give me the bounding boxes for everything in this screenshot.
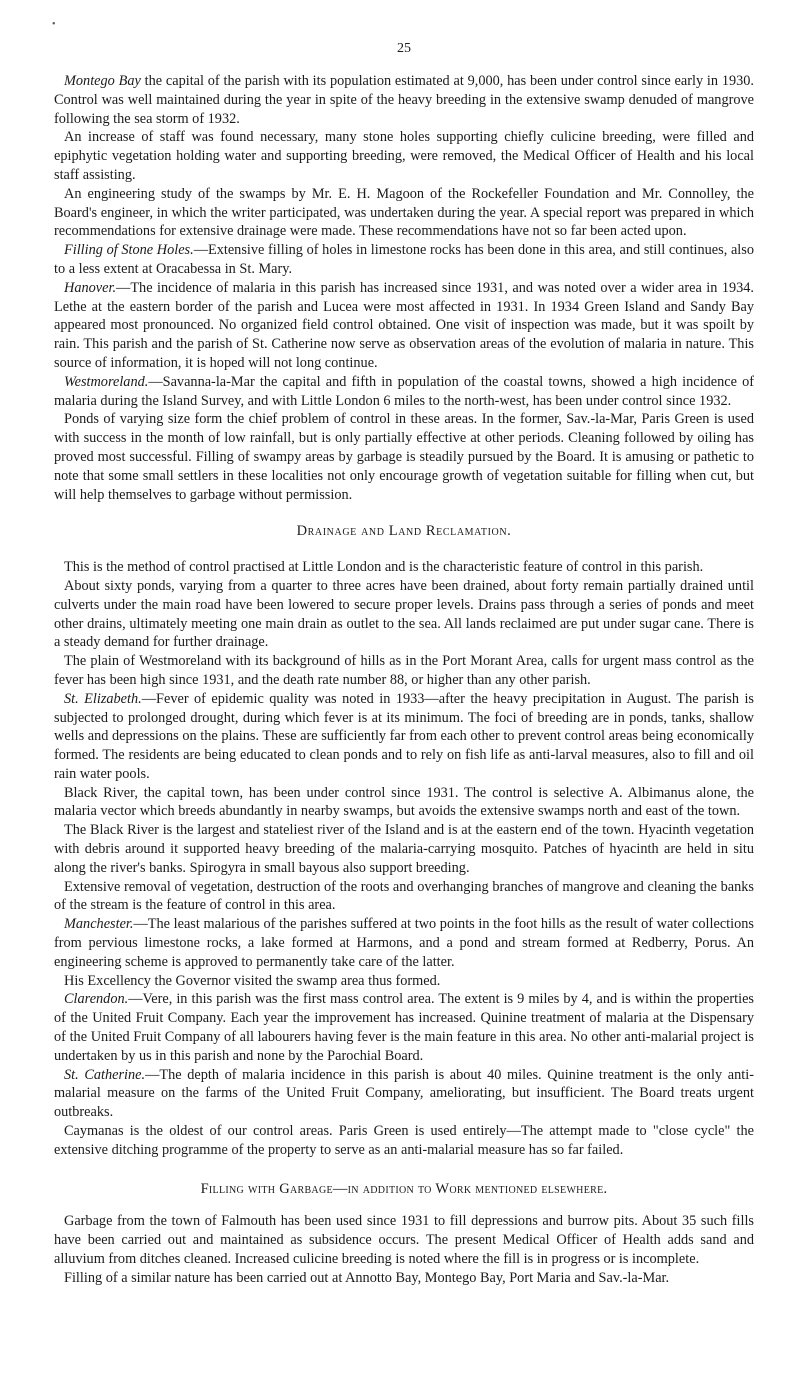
paragraph-text: the capital of the parish with its population estimated at 9,000, has been under control since early in 1930. Control was well maintained during the year in spite of the heavy breeding in the extensive swamp denuded of mangrove following the sea storm of 1932. [54,73,754,127]
speck-mark: • [52,19,56,30]
paragraph [54,972,754,991]
paragraph-text: The plain of Westmoreland with its background of hills as in the Port Morant Area, calls for urgent mass control as the fever has been high since 1931, and the death rate number 88, or higher than any other parish. [54,653,754,688]
paragraph [54,1122,754,1160]
paragraph-text: His Excellency the Governor visited the swamp area thus formed. [64,972,441,989]
paragraph-text: Filling of a similar nature has been carried out at Annotto Bay, Montego Bay, Port Maria and Sav.-la-Mar. [64,1269,670,1286]
paragraph [54,185,754,241]
paragraph-lead: Clarendon. [64,991,129,1008]
paragraph-text: An increase of staff was found necessary, many stone holes supporting chiefly culicine breeding, were filled and epiphytic vegetation holding water and supporting breeding, were removed, the Medical Officer of Health and his local staff assisting. [54,129,754,183]
paragraph [54,1212,754,1268]
paragraph [54,410,754,504]
paragraph [54,128,754,184]
paragraph [54,784,754,822]
section-parishes [54,72,754,504]
paragraph-text: Caymanas is the oldest of our control areas. Paris Green is used entirely—The attempt made to "close cycle" the extensive ditching programme of the property to serve as an anti-malarial measure has so far failed. [54,1123,754,1158]
paragraph-lead: St. Elizabeth. [64,690,142,707]
paragraph [54,558,754,577]
paragraph [54,915,754,971]
paragraph [54,577,754,652]
paragraph [54,652,754,690]
paragraph-text: Ponds of varying size form the chief problem of control in these areas. In the former, Sav.-la-Mar, Paris Green is used with success in the month of low rainfall, but is only partially effective at other periods. Cleaning followed by oiling has proved most successful. Filling of swampy areas by garbage is steadily pursued by the Board. It is amusing or pathetic to note that some small settlers in these localities not only encourage growth of vegetation suitable for filling when cut, but will help themselves to garbage without permission. [54,411,754,503]
paragraph-text: —The incidence of malaria in this parish has increased since 1931, and was noted over a wider area in 1934. Lethe at the eastern border of the parish and Lucea were most affected in 1931. In 1934 Green Island and Sandy Bay appeared most pronounced. No organized field control obtained. One visit of inspection was made, but it was spoilt by rain. This parish and the parish of St. Catherine now serve as observation areas of the evolution of malaria in nature. This source of information, it is hoped will not long continue. [54,279,754,371]
paragraph [54,373,754,411]
page-content [54,72,754,1288]
paragraph-lead: Manchester. [64,916,134,933]
paragraph-text: About sixty ponds, varying from a quarter to three acres have been drained, about forty remain partially drained until culverts under the main road have been lowered to secure proper levels. Drains pass through a series of ponds and meet other drains, ultimately meeting one main drain as outlet to the sea. All lands reclaimed are put under sugar cane. There is a steady demand for further drainage. [54,577,754,651]
page-number: 25 [397,41,411,56]
paragraph-text: An engineering study of the swamps by Mr. E. H. Magoon of the Rockefeller Foundation and Mr. Connolley, the Board's engineer, in which the writer participated, was undertaken during the year. A special report was prepared in which recommendations for extensive drainage were made. These recommendations have not so far been acted upon. [54,185,754,240]
paragraph-lead: Hanover. [64,279,117,296]
section-filling [54,1212,754,1287]
paragraph-text: —Vere, in this parish was the first mass control area. The extent is 9 miles by 4, and is within the properties of the United Fruit Company. Each year the improvement has increased. Quinine treatment of malaria at the Dispensary of the United Fruit Company of all labourers having fever is the main feature in this area. No other anti-malarial project is undertaken by us in this parish and none by the Parochial Board. [54,991,754,1064]
paragraph [54,241,754,279]
heading-drainage: Drainage and Land Reclamation. [296,523,512,540]
heading-filling-garbage: Filling with Garbage—in addition to Work mentioned elsewhere. [200,1180,608,1197]
paragraph-text: Extensive removal of vegetation, destruction of the roots and overhanging branches of mangrove and cleaning the banks of the stream is the feature of control in this area. [54,878,754,914]
paragraph-text: —Fever of epidemic quality was noted in 1933—after the heavy precipitation in August. The parish is subjected to prolonged drought, during which fever is at its minimum. The foci of breeding are in ponds, tanks, shallow wells and depressions on the plains. These are sufficiently far from each other to prevent control areas being economically formed. The residents are being educated to clean ponds and to rely on fish life as anti-larval measures, also to fill and oil rain water pools. [54,690,754,782]
paragraph-lead: Filling of Stone Holes. [64,242,194,259]
paragraph-text: This is the method of control practised at Little London and is the characteristic feature of control in this parish. [64,559,704,576]
paragraph-text: Black River, the capital town, has been under control since 1931. The control is selective A. Albimanus alone, the malaria vector which breeds abundantly in nearby swamps, but avoids the extensive swamps north and east of the town. [54,784,754,820]
paragraph-text: Garbage from the town of Falmouth has been used since 1931 to fill depressions and burrow pits. About 35 such fills have been carried out and maintained as subsidence occurs. The present Medical Officer of Health adds sand and alluvium from ditches cleaned. Increased culicine breeding is noted where the fill is in progress or is incomplete. [54,1213,754,1268]
paragraph [54,878,754,916]
paragraph-text: —The least malarious of the parishes suffered at two points in the foot hills as the result of water collections from pervious limestone rocks, a lake formed at Harmons, and a pond and stream formed at Redberry, Porus. An engineering scheme is approved to permanently take care of the latter. [54,916,754,970]
paragraph-text: —Savanna-la-Mar the capital and fifth in population of the coastal towns, showed a high incidence of malaria during the Island Survey, and with Little London 6 miles to the north-west, has been under control since 1932. [54,373,754,409]
paragraph-text: The Black River is the largest and stateliest river of the Island and is at the eastern end of the town. Hyacinth vegetation with debris around it supported heavy breeding of the malaria-carrying mosquito. Patches of hyacinth are held in situ along the river's banks. Spirogyra in small bayous also support breeding. [54,822,754,876]
section-drainage [54,558,754,1160]
paragraph [54,821,754,877]
paragraph-lead: St. Catherine. [64,1066,146,1083]
paragraph [54,990,754,1065]
paragraph-lead: Montego Bay [64,73,141,89]
paragraph [54,1066,754,1122]
paragraph [54,1269,754,1288]
paragraph [54,72,754,128]
paragraph [54,279,754,373]
paragraph-text: —The depth of malaria incidence in this parish is about 40 miles. Quinine treatment is the only anti-malarial measure on the farms of the United Fruit Company, ameliorating, but insufficient. The Board treats urgent outbreaks. [54,1066,754,1121]
paragraph [54,690,754,784]
paragraph-lead: Westmoreland. [64,373,149,390]
paragraph-text: —Extensive filling of holes in limestone rocks has been done in this area, and still continues, also to a less extent at Oracabessa in St. Mary. [54,242,754,277]
